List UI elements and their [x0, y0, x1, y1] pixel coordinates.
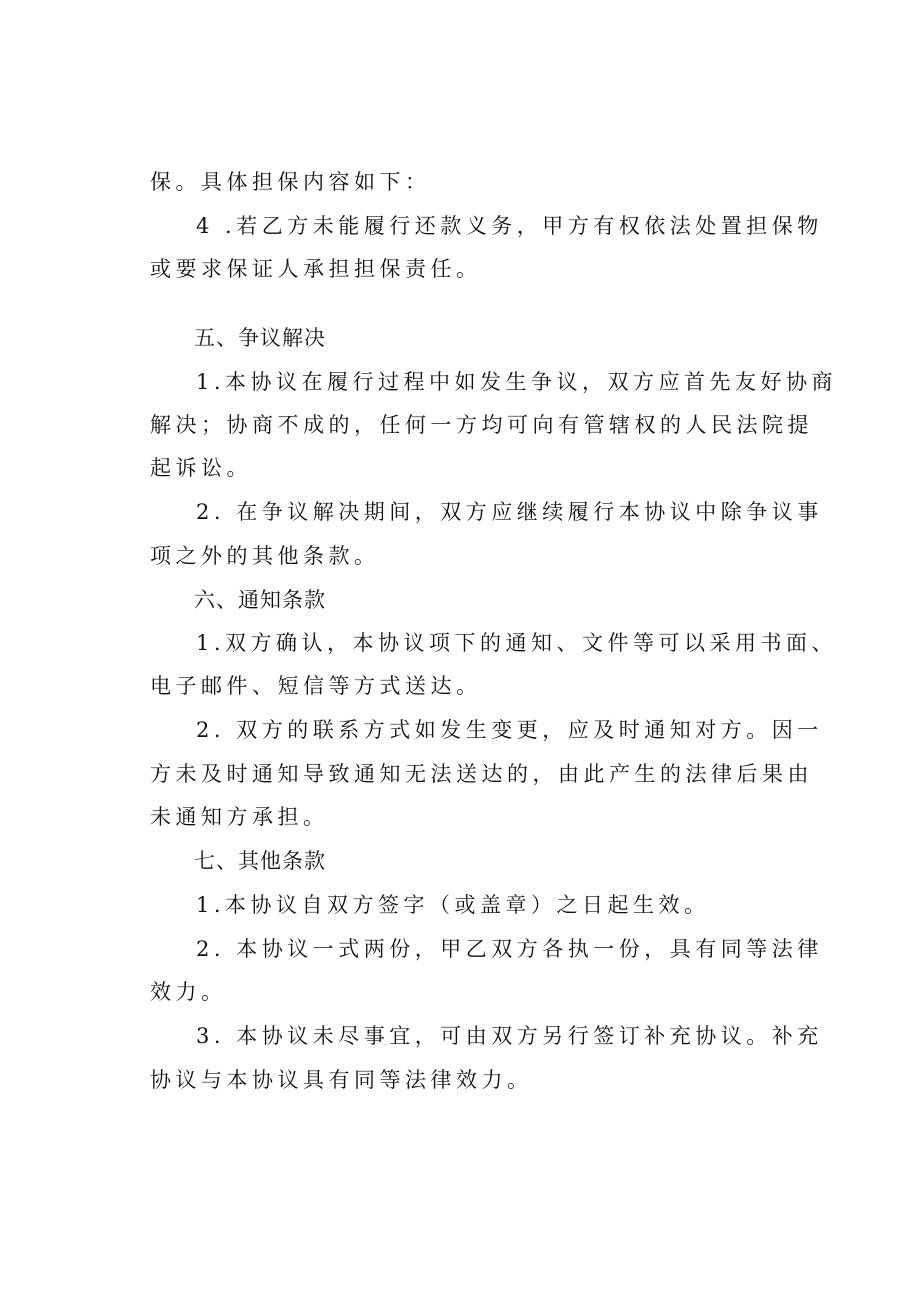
- section-heading-notice: 六、通知条款: [194, 588, 326, 612]
- paragraph-line: 解决；协商不成的，任何一方均可向有管辖权的人民法院提: [150, 413, 813, 437]
- paragraph-line: 未通知方承担。: [150, 805, 329, 829]
- paragraph-line: 项之外的其他条款。: [150, 544, 380, 568]
- clause-4-line: 或要求保证人承担担保责任。: [150, 257, 482, 281]
- paragraph-line: 3. 本协议未尽事宜，可由双方另行签订补充协议。补充: [196, 1024, 823, 1048]
- paragraph-line: 1.本协议在履行过程中如发生争议，双方应首先友好协商: [196, 370, 838, 394]
- paragraph-line: 起诉讼。: [150, 456, 252, 480]
- paragraph-line: 2. 双方的联系方式如发生变更，应及时通知对方。因一: [196, 718, 823, 742]
- clause-4-line: 4 .若乙方未能履行还款义务，甲方有权依法处置担保物: [196, 214, 823, 238]
- paragraph-line: 2. 本协议一式两份，甲乙双方各执一份，具有同等法律: [196, 937, 823, 961]
- section-heading-other: 七、其他条款: [194, 849, 326, 873]
- paragraph-line: 2. 在争议解决期间，双方应继续履行本协议中除争议事: [196, 500, 823, 524]
- paragraph-line: 效力。: [150, 980, 227, 1004]
- paragraph-line: 协议与本协议具有同等法律效力。: [150, 1068, 533, 1092]
- paragraph-line: 电子邮件、短信等方式送达。: [150, 674, 482, 698]
- paragraph-line: 方未及时通知导致通知无法送达的，由此产生的法律后果由: [150, 762, 813, 786]
- paragraph-line: 1.本协议自双方签字（或盖章）之日起生效。: [196, 893, 710, 917]
- paragraph-line: 1.双方确认，本协议项下的通知、文件等可以采用书面、: [196, 631, 838, 655]
- paragraph-line: 保。具体担保内容如下：: [150, 170, 431, 194]
- section-heading-dispute: 五、争议解决: [194, 326, 326, 350]
